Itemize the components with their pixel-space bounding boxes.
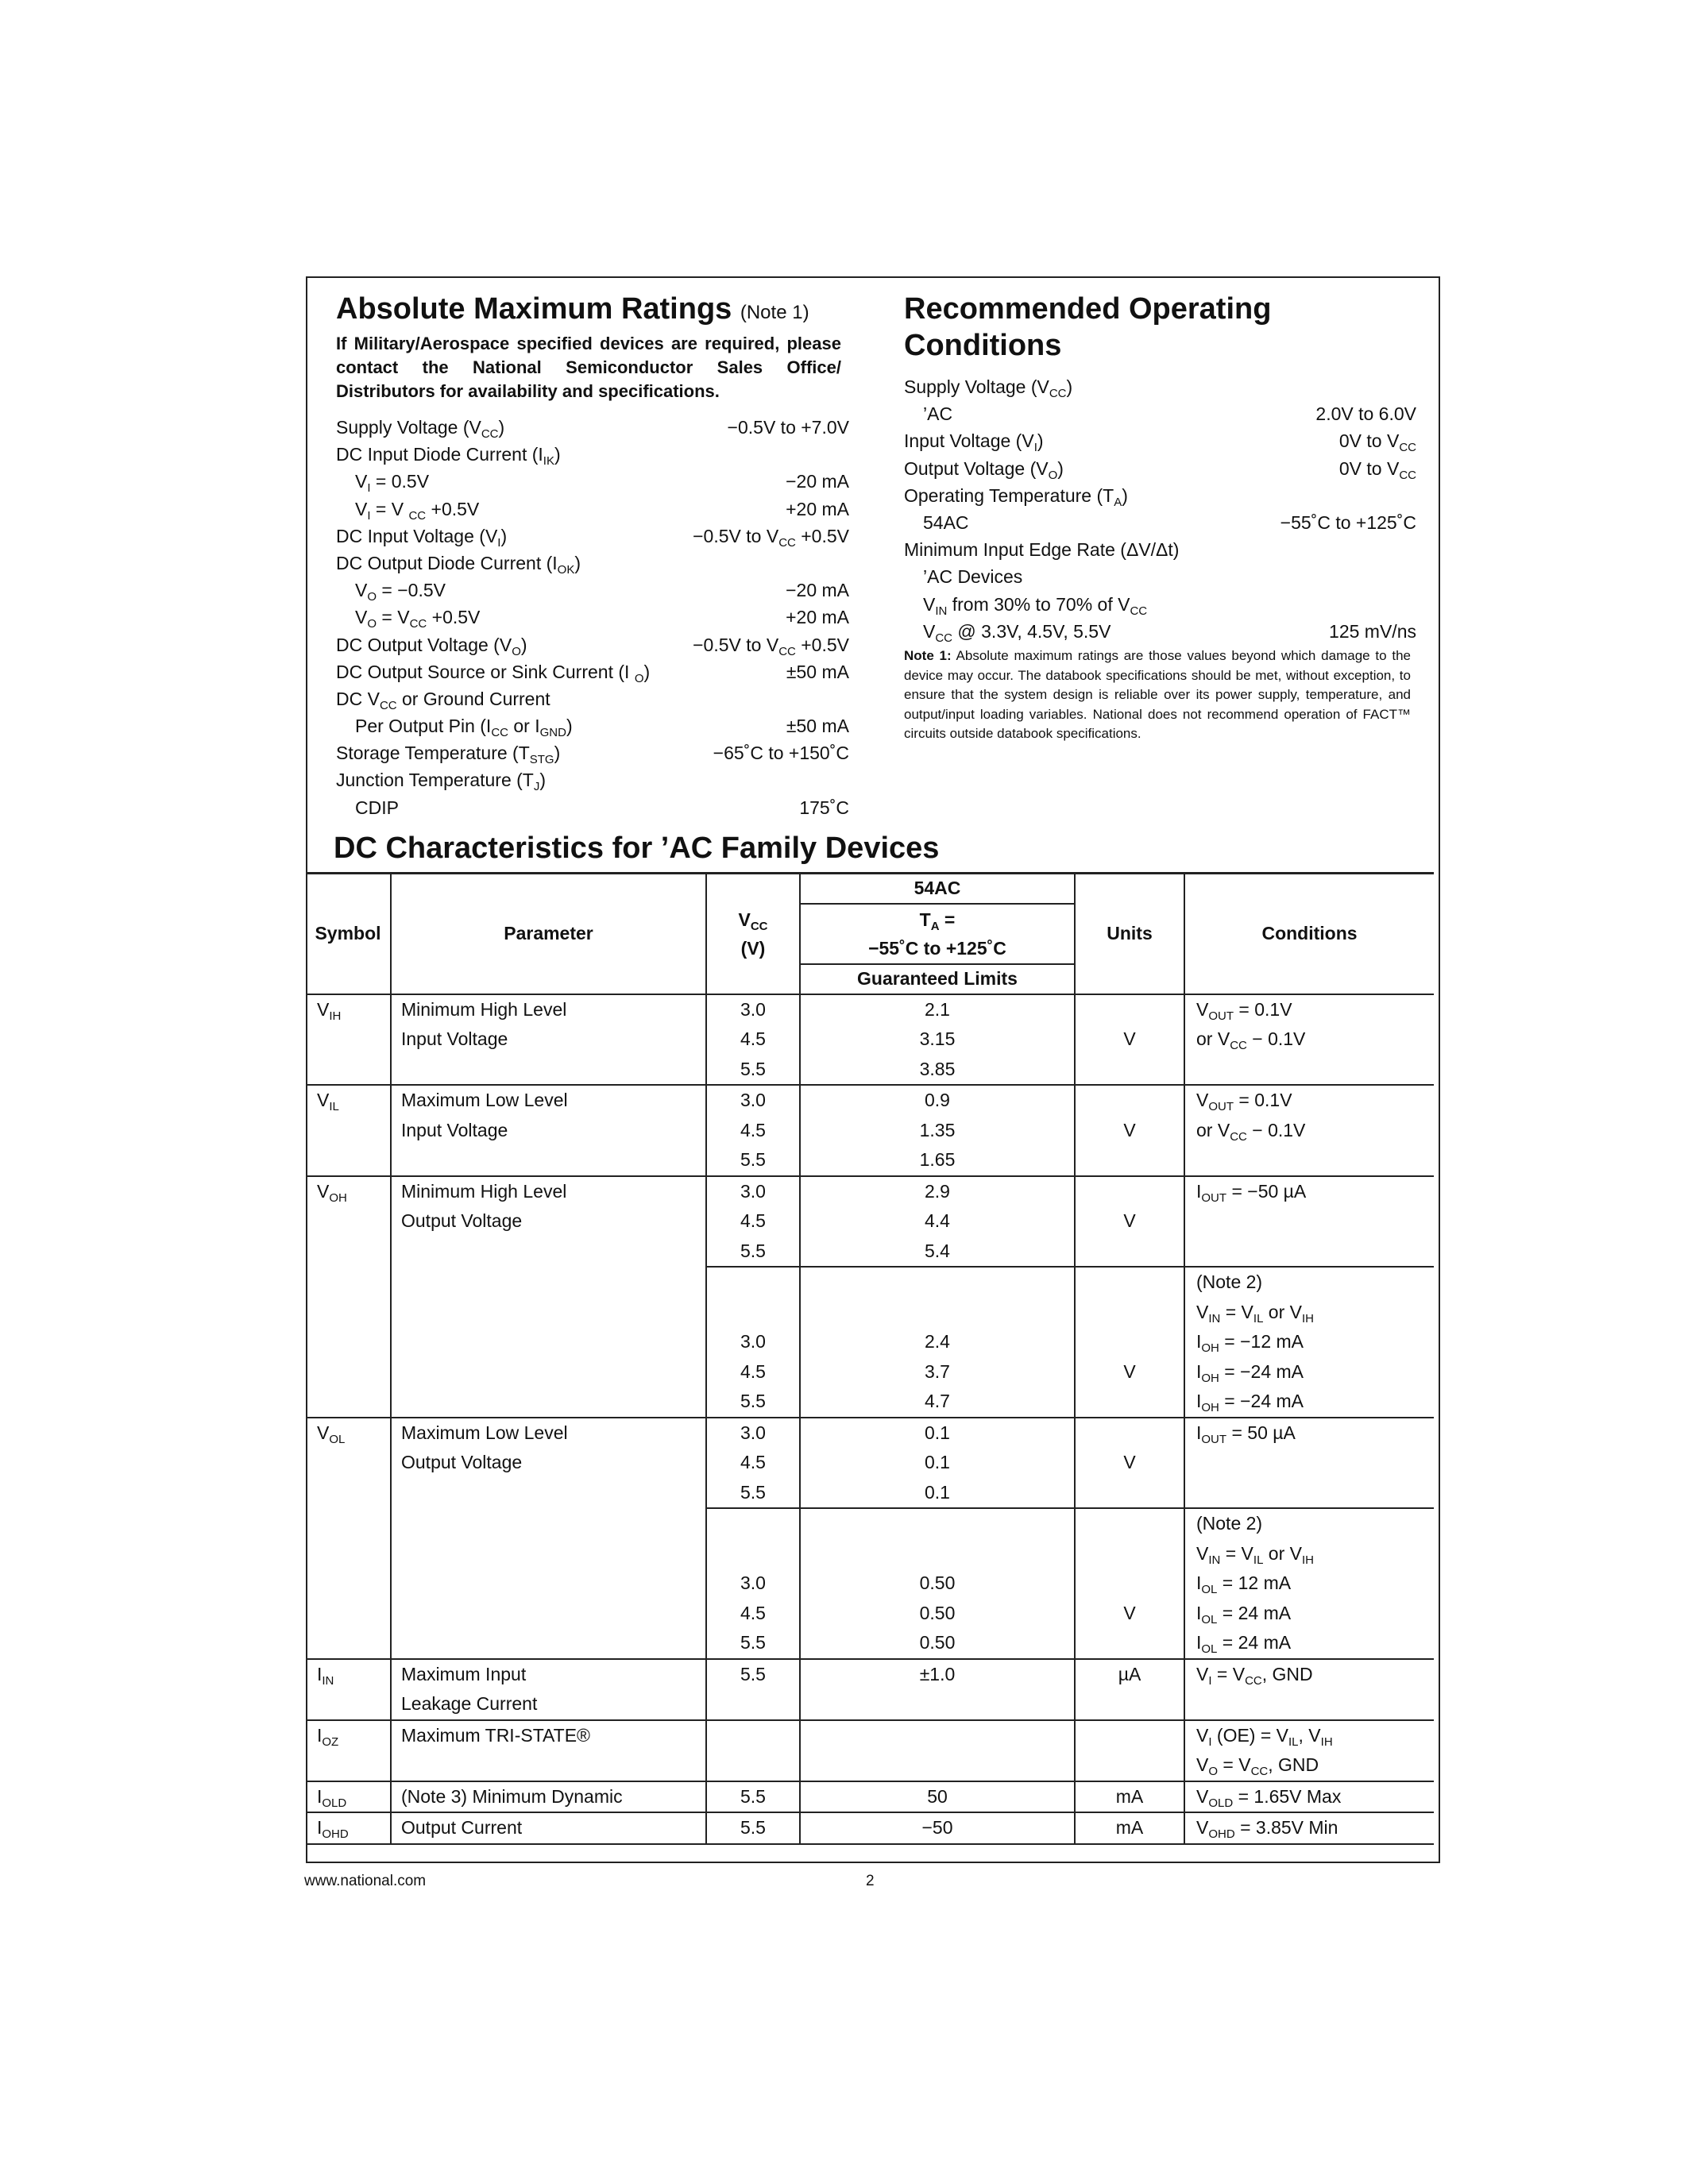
cell-conditions: or $V_{CC} - 0.1V$ xyxy=(1184,1116,1434,1146)
cell-limit: 3.85 xyxy=(800,1055,1075,1086)
cell-vcc xyxy=(706,1539,800,1569)
cell-parameter: Output Voltage xyxy=(391,1206,706,1237)
cell-parameter: Maximum Input xyxy=(391,1659,706,1690)
cell-conditions: $V_I$ $(OE) = V_{IL}$, $V_{IH}$ xyxy=(1184,1720,1434,1751)
cell-parameter: (Note 3) Minimum Dynamic xyxy=(391,1781,706,1813)
amr-label: DC Output Source or Sink Current (I $_O$) xyxy=(336,661,651,685)
cell-symbol: $I_{OZ}$ xyxy=(306,1720,391,1751)
amr-label: DC Input Diode Current $(I_{IK})$ xyxy=(336,444,561,469)
cell-conditions: or $V_{CC} - 0.1V$ xyxy=(1184,1024,1434,1055)
roc-row xyxy=(904,455,1416,482)
amr-title: Absolute Maximum Ratings xyxy=(336,292,732,326)
cell-parameter xyxy=(391,1357,706,1387)
cell-conditions: (Note 2) xyxy=(1184,1508,1434,1539)
amr-label: Storage Temperature $(T_{STG})$ xyxy=(336,743,561,767)
table-row xyxy=(306,1055,1434,1086)
cell-vcc xyxy=(706,1720,800,1751)
cell-limit: 0.9 xyxy=(800,1085,1075,1116)
amr-row xyxy=(336,523,849,550)
cell-conditions xyxy=(1184,1145,1434,1176)
cell-conditions: $I_{OUT} = 50$ µA xyxy=(1184,1418,1434,1449)
cell-limit: 0.50 xyxy=(800,1599,1075,1629)
table-row xyxy=(306,1599,1434,1629)
cell-conditions: (Note 2) xyxy=(1184,1267,1434,1298)
roc-label: Minimum Input Edge Rate (ΔV/Δt) xyxy=(904,539,1180,561)
amr-label: $V_O = V_{CC} +0.5V$ xyxy=(355,607,481,631)
cell-conditions: $I_{OL} = 24$ mA xyxy=(1184,1628,1434,1659)
cell-units: µA xyxy=(1075,1659,1184,1690)
cell-vcc: 5.5 xyxy=(706,1055,800,1086)
roc-row xyxy=(904,509,1416,536)
cell-units xyxy=(1075,1327,1184,1357)
table-row xyxy=(306,1539,1434,1569)
cell-limit: 0.1 xyxy=(800,1418,1075,1449)
cell-limit: 3.15 xyxy=(800,1024,1075,1055)
cell-vcc xyxy=(706,1689,800,1720)
amr-value: −20 mA xyxy=(786,471,849,492)
table-row xyxy=(306,1781,1434,1813)
roc-value: 0V to $V_{CC}$ xyxy=(1338,430,1416,455)
roc-row xyxy=(904,563,1416,590)
cell-vcc: 3.0 xyxy=(706,1418,800,1449)
table-row xyxy=(306,1812,1434,1844)
table-row xyxy=(306,1327,1434,1357)
table-row xyxy=(306,1024,1434,1055)
table-row xyxy=(306,1478,1434,1509)
cell-limit xyxy=(800,1539,1075,1569)
dc-table xyxy=(306,872,1434,1845)
cell-limit xyxy=(800,1508,1075,1539)
page-number: 2 xyxy=(866,1873,875,1889)
amr-label: DC Input Voltage $(V_I)$ xyxy=(336,525,508,550)
cell-vcc: 3.0 xyxy=(706,1569,800,1599)
cell-limit: 1.65 xyxy=(800,1145,1075,1176)
cell-units xyxy=(1075,1418,1184,1449)
amr-warning: If Military/Aerospace specified devices are required, please contact the National Semiconductor Sales Office/ Distributors for availability and specifications. xyxy=(336,334,841,401)
cell-limit: 5.4 xyxy=(800,1237,1075,1268)
cell-vcc xyxy=(706,1750,800,1781)
cell-symbol: $V_{IL}$ xyxy=(306,1085,391,1116)
cell-vcc: 5.5 xyxy=(706,1628,800,1659)
cell-limit: 0.50 xyxy=(800,1569,1075,1599)
cell-limit xyxy=(800,1720,1075,1751)
amr-row xyxy=(336,550,849,577)
amr-value: −0.5V to $V_{CC} +0.5V$ xyxy=(693,525,849,550)
cell-units xyxy=(1075,994,1184,1025)
cell-vcc: 5.5 xyxy=(706,1812,800,1844)
cell-units: mA xyxy=(1075,1812,1184,1844)
cell-symbol xyxy=(306,1387,391,1418)
cell-vcc: 5.5 xyxy=(706,1145,800,1176)
amr-row xyxy=(336,766,849,793)
cell-vcc: 4.5 xyxy=(706,1448,800,1478)
cell-limit: 50 xyxy=(800,1781,1075,1813)
roc-row xyxy=(904,482,1416,509)
cell-symbol xyxy=(306,1508,391,1539)
amr-label: $V_O = -0.5V$ xyxy=(355,580,446,604)
cell-parameter xyxy=(391,1628,706,1659)
amr-value: ±50 mA xyxy=(786,661,849,682)
table-row xyxy=(306,1569,1434,1599)
table-row xyxy=(306,1085,1434,1116)
table-row xyxy=(306,1176,1434,1207)
cell-units xyxy=(1075,1478,1184,1509)
cell-units xyxy=(1075,1508,1184,1539)
amr-value: −65˚C to +150˚C xyxy=(713,743,849,764)
cell-limit: 2.1 xyxy=(800,994,1075,1025)
cell-conditions: $V_{OUT} = 0.1V$ xyxy=(1184,1085,1434,1116)
note-text: Absolute maximum ratings are those values beyond which damage to the device may occur. The databook specifications should be met, without exception, to ensure that the system design is reliable over its power supply, temperature, and output/input loading variables. National does not recommend operation of FACT™ circuits outside databook specifications. xyxy=(904,648,1411,741)
table-row xyxy=(306,1448,1434,1478)
cell-limit: 4.4 xyxy=(800,1206,1075,1237)
roc-label: 54AC xyxy=(923,511,969,533)
table-row xyxy=(306,1628,1434,1659)
cell-units: V xyxy=(1075,1599,1184,1629)
cell-limit xyxy=(800,1689,1075,1720)
cell-parameter xyxy=(391,1508,706,1539)
cell-parameter xyxy=(391,1298,706,1328)
cell-units xyxy=(1075,1387,1184,1418)
cell-vcc: 4.5 xyxy=(706,1116,800,1146)
cell-conditions: $V_O = V_{CC}$, GND xyxy=(1184,1750,1434,1781)
cell-units: V xyxy=(1075,1206,1184,1237)
cell-symbol xyxy=(306,1628,391,1659)
cell-limit: 2.4 xyxy=(800,1327,1075,1357)
amr-label: DC $V_{CC}$ or Ground Current xyxy=(336,688,550,712)
cell-conditions xyxy=(1184,1206,1434,1237)
roc-row xyxy=(904,536,1416,563)
cell-parameter xyxy=(391,1387,706,1418)
cell-parameter: Leakage Current xyxy=(391,1689,706,1720)
amr-row xyxy=(336,739,849,766)
cell-parameter: Minimum High Level xyxy=(391,1176,706,1207)
cell-symbol xyxy=(306,1145,391,1176)
cell-symbol: $V_{OL}$ xyxy=(306,1418,391,1449)
roc-row xyxy=(904,427,1416,454)
cell-parameter xyxy=(391,1539,706,1569)
cell-conditions: $V_{IN} = V_{IL}$ or $V_{IH}$ xyxy=(1184,1298,1434,1328)
amr-row xyxy=(336,577,849,604)
table-row xyxy=(306,1357,1434,1387)
cell-vcc: 5.5 xyxy=(706,1237,800,1268)
cell-limit xyxy=(800,1750,1075,1781)
cell-symbol xyxy=(306,1116,391,1146)
table-row xyxy=(306,1659,1434,1690)
cell-symbol xyxy=(306,1206,391,1237)
cell-parameter: Maximum TRI-STATE® xyxy=(391,1720,706,1751)
cell-vcc: 3.0 xyxy=(706,1176,800,1207)
amr-row xyxy=(336,794,849,821)
cell-limit: ±1.0 xyxy=(800,1659,1075,1690)
cell-conditions xyxy=(1184,1689,1434,1720)
cell-units: mA xyxy=(1075,1781,1184,1813)
cell-parameter xyxy=(391,1327,706,1357)
cell-units xyxy=(1075,1267,1184,1298)
cell-symbol xyxy=(306,1327,391,1357)
cell-conditions: $I_{OL} = 24$ mA xyxy=(1184,1599,1434,1629)
table-row xyxy=(306,1387,1434,1418)
roc-row xyxy=(904,618,1416,645)
cell-symbol xyxy=(306,1478,391,1509)
cell-symbol xyxy=(306,1024,391,1055)
roc-list xyxy=(904,373,1416,645)
cell-units xyxy=(1075,1720,1184,1751)
cell-parameter: Input Voltage xyxy=(391,1024,706,1055)
header-units: Units xyxy=(1075,874,1184,994)
cell-limit: 0.50 xyxy=(800,1628,1075,1659)
cell-limit xyxy=(800,1267,1075,1298)
roc-row xyxy=(904,400,1416,427)
cell-units xyxy=(1075,1750,1184,1781)
cell-vcc xyxy=(706,1508,800,1539)
cell-symbol: $V_{OH}$ xyxy=(306,1176,391,1207)
header-conditions: Conditions xyxy=(1184,874,1434,994)
amr-row xyxy=(336,441,849,468)
footer-url[interactable]: www.national.com xyxy=(304,1873,427,1889)
roc-row xyxy=(904,373,1416,400)
cell-conditions: $I_{OH} = -12$ mA xyxy=(1184,1327,1434,1357)
cell-conditions: $I_{OUT} = -50$ µA xyxy=(1184,1176,1434,1207)
amr-label: CDIP xyxy=(355,797,399,818)
cell-units xyxy=(1075,1298,1184,1328)
cell-vcc: 3.0 xyxy=(706,1085,800,1116)
cell-units xyxy=(1075,1176,1184,1207)
note-label: Note 1: xyxy=(904,648,952,663)
table-row xyxy=(306,1750,1434,1781)
roc-label: $V_{IN}$ from 30% to 70% of $V_{CC}$ xyxy=(923,593,1148,618)
cell-limit: 4.7 xyxy=(800,1387,1075,1418)
dc-title: DC Characteristics for ’AC Family Devices xyxy=(334,832,940,865)
cell-limit: 0.1 xyxy=(800,1448,1075,1478)
table-row xyxy=(306,1237,1434,1268)
roc-note xyxy=(904,646,1411,744)
table-row xyxy=(306,1508,1434,1539)
cell-units xyxy=(1075,1628,1184,1659)
table-row xyxy=(306,1267,1434,1298)
cell-limit: 2.9 xyxy=(800,1176,1075,1207)
cell-units xyxy=(1075,1539,1184,1569)
cell-symbol: $I_{OLD}$ xyxy=(306,1781,391,1813)
amr-row xyxy=(336,658,849,685)
cell-symbol xyxy=(306,1689,391,1720)
cell-units xyxy=(1075,1569,1184,1599)
table-row xyxy=(306,1145,1434,1176)
cell-units xyxy=(1075,1237,1184,1268)
amr-label: $V_I = V$ $_{CC}$ +0.5V xyxy=(355,498,480,523)
cell-conditions: $I_{OH} = -24$ mA xyxy=(1184,1357,1434,1387)
amr-label: Junction Temperature $(T_J)$ xyxy=(336,770,547,794)
cell-parameter xyxy=(391,1569,706,1599)
cell-vcc: 4.5 xyxy=(706,1024,800,1055)
roc-value: 2.0V to 6.0V xyxy=(1315,403,1416,425)
amr-row xyxy=(336,468,849,495)
cell-conditions xyxy=(1184,1448,1434,1478)
cell-conditions: $V_{IN} = V_{IL}$ or $V_{IH}$ xyxy=(1184,1539,1434,1569)
cell-symbol xyxy=(306,1750,391,1781)
roc-title-line2: Conditions xyxy=(904,329,1062,362)
amr-label: DC Output Diode Current $(I_{OK})$ xyxy=(336,552,581,577)
amr-value: ±50 mA xyxy=(786,716,849,737)
amr-row xyxy=(336,496,849,523)
cell-vcc: 5.5 xyxy=(706,1387,800,1418)
cell-parameter: Output Voltage xyxy=(391,1448,706,1478)
table-row xyxy=(306,1116,1434,1146)
roc-label: Supply Voltage $(V_{CC})$ xyxy=(904,376,1073,400)
cell-units xyxy=(1075,1085,1184,1116)
cell-conditions xyxy=(1184,1478,1434,1509)
table-row xyxy=(306,1298,1434,1328)
amr-row xyxy=(336,631,849,658)
cell-units xyxy=(1075,1055,1184,1086)
roc-value: 0V to $V_{CC}$ xyxy=(1338,457,1416,482)
cell-units xyxy=(1075,1145,1184,1176)
amr-row xyxy=(336,685,849,712)
header-vcc: $V_{CC}$ (V) xyxy=(706,874,800,994)
cell-parameter: Input Voltage xyxy=(391,1116,706,1146)
cell-vcc: 4.5 xyxy=(706,1206,800,1237)
cell-vcc: 3.0 xyxy=(706,1327,800,1357)
cell-parameter: Maximum Low Level xyxy=(391,1418,706,1449)
amr-list xyxy=(336,414,849,821)
table-row xyxy=(306,1206,1434,1237)
cell-parameter xyxy=(391,1267,706,1298)
cell-symbol xyxy=(306,1357,391,1387)
roc-label: Output Voltage $(V_O)$ xyxy=(904,457,1064,482)
amr-heading xyxy=(336,291,809,331)
cell-conditions: $V_{OLD} = 1.65V$ Max xyxy=(1184,1781,1434,1813)
cell-units: V xyxy=(1075,1448,1184,1478)
amr-label: $V_I = 0.5V$ xyxy=(355,471,430,496)
table-row xyxy=(306,1689,1434,1720)
cell-vcc xyxy=(706,1298,800,1328)
cell-symbol: $I_{OHD}$ xyxy=(306,1812,391,1844)
cell-symbol xyxy=(306,1448,391,1478)
cell-vcc: 5.5 xyxy=(706,1781,800,1813)
header-symbol: Symbol xyxy=(306,874,391,994)
cell-conditions: $V_{OUT} = 0.1V$ xyxy=(1184,994,1434,1025)
amr-value: −0.5V to $V_{CC} +0.5V$ xyxy=(693,634,849,658)
roc-label: Input Voltage $(V_I)$ xyxy=(904,430,1044,455)
header-ta: $T_A$ = −55˚C to +125˚C xyxy=(800,904,1075,964)
cell-symbol xyxy=(306,1055,391,1086)
cell-units xyxy=(1075,1689,1184,1720)
cell-parameter xyxy=(391,1145,706,1176)
roc-value: 125 mV/ns xyxy=(1329,620,1416,642)
cell-symbol: $I_{IN}$ xyxy=(306,1659,391,1690)
cell-conditions xyxy=(1184,1237,1434,1268)
header-parameter: Parameter xyxy=(391,874,706,994)
cell-parameter xyxy=(391,1237,706,1268)
cell-conditions: $I_{OH} = -24$ mA xyxy=(1184,1387,1434,1418)
roc-label: ’AC Devices xyxy=(923,566,1023,588)
roc-label: Operating Temperature $(T_A)$ xyxy=(904,484,1128,509)
cell-parameter xyxy=(391,1599,706,1629)
cell-parameter: Minimum High Level xyxy=(391,994,706,1025)
cell-conditions: $I_{OL} = 12$ mA xyxy=(1184,1569,1434,1599)
roc-title-line1: Recommended Operating xyxy=(904,292,1272,326)
amr-row xyxy=(336,604,849,631)
roc-label: ’AC xyxy=(923,403,953,425)
amr-value: +20 mA xyxy=(786,498,849,519)
amr-label: DC Output Voltage $(V_O)$ xyxy=(336,634,527,658)
cell-units: V xyxy=(1075,1024,1184,1055)
cell-units: V xyxy=(1075,1116,1184,1146)
header-guaranteed-limits: Guaranteed Limits xyxy=(800,964,1075,994)
table-row xyxy=(306,994,1434,1025)
cell-symbol xyxy=(306,1599,391,1629)
cell-symbol xyxy=(306,1298,391,1328)
cell-conditions xyxy=(1184,1055,1434,1086)
roc-label: $V_{CC}$ @ 3.3V, 4.5V, 5.5V xyxy=(923,620,1111,645)
cell-conditions: $V_I = V_{CC}$, GND xyxy=(1184,1659,1434,1690)
cell-vcc: 3.0 xyxy=(706,994,800,1025)
cell-vcc: 4.5 xyxy=(706,1599,800,1629)
roc-value: −55˚C to +125˚C xyxy=(1280,511,1416,533)
amr-value: −20 mA xyxy=(786,580,849,601)
cell-limit: −50 xyxy=(800,1812,1075,1844)
roc-heading xyxy=(904,291,1271,364)
cell-limit: 1.35 xyxy=(800,1116,1075,1146)
cell-vcc: 5.5 xyxy=(706,1659,800,1690)
cell-symbol xyxy=(306,1569,391,1599)
cell-limit xyxy=(800,1298,1075,1328)
amr-value: −0.5V to +7.0V xyxy=(727,417,849,438)
cell-parameter xyxy=(391,1055,706,1086)
amr-label: Per Output Pin ($I_{CC}$ or $I_{GND}$) xyxy=(355,716,573,740)
cell-symbol xyxy=(306,1539,391,1569)
cell-parameter: Output Current xyxy=(391,1812,706,1844)
cell-vcc xyxy=(706,1267,800,1298)
amr-label: Supply Voltage $(V_{CC})$ xyxy=(336,417,505,441)
roc-row xyxy=(904,591,1416,618)
amr-value: +20 mA xyxy=(786,607,849,628)
cell-parameter: Maximum Low Level xyxy=(391,1085,706,1116)
amr-value: 175˚C xyxy=(799,797,849,818)
table-row xyxy=(306,1418,1434,1449)
cell-vcc: 4.5 xyxy=(706,1357,800,1387)
cell-parameter xyxy=(391,1478,706,1509)
cell-symbol: $V_{IH}$ xyxy=(306,994,391,1025)
cell-parameter xyxy=(391,1750,706,1781)
amr-row xyxy=(336,712,849,739)
cell-vcc: 5.5 xyxy=(706,1478,800,1509)
amr-row xyxy=(336,414,849,441)
cell-symbol xyxy=(306,1237,391,1268)
table-row xyxy=(306,1720,1434,1751)
cell-symbol xyxy=(306,1267,391,1298)
cell-units: V xyxy=(1075,1357,1184,1387)
cell-limit: 3.7 xyxy=(800,1357,1075,1387)
amr-title-note: (Note 1) xyxy=(740,302,809,323)
cell-limit: 0.1 xyxy=(800,1478,1075,1509)
cell-conditions: $V_{OHD} = 3.85V$ Min xyxy=(1184,1812,1434,1844)
header-54ac: 54AC xyxy=(800,874,1075,904)
